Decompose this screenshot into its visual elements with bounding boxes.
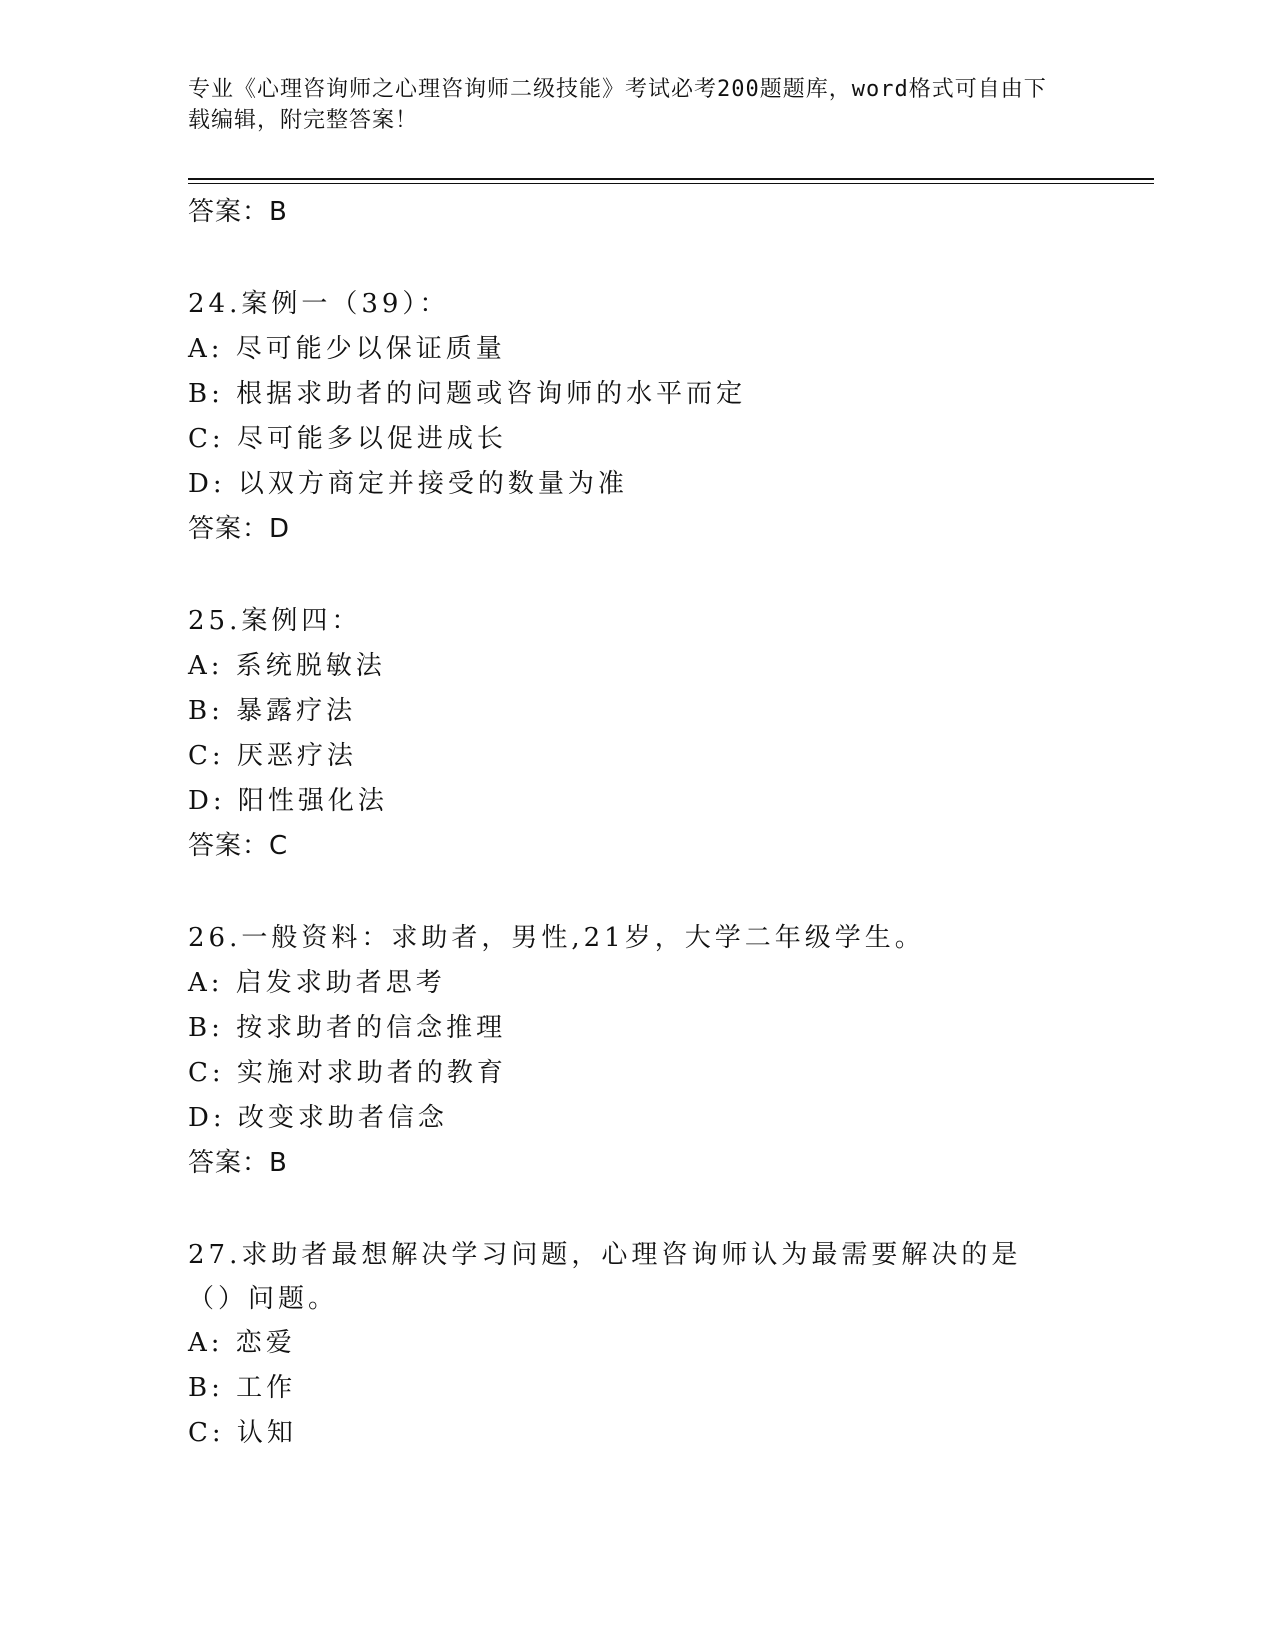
option-b: B: 根据求助者的问题或咨询师的水平而定 xyxy=(188,379,747,409)
option-c: C: 厌恶疗法 xyxy=(188,741,357,771)
question-25 xyxy=(188,599,1088,869)
option-d: D: 阳性强化法 xyxy=(188,786,388,816)
answer: 答案：D xyxy=(188,514,291,544)
question-stem: 24.案例一（39）： xyxy=(188,289,450,319)
question-27 xyxy=(188,1233,1088,1456)
question-content xyxy=(188,190,1088,1456)
answer: 答案：C xyxy=(188,831,289,861)
question-26 xyxy=(188,916,1088,1186)
answer: 答案：B xyxy=(188,1148,288,1178)
option-a: A: 恋爱 xyxy=(188,1328,296,1358)
option-a: A: 尽可能少以保证质量 xyxy=(188,334,506,364)
option-a: A: 启发求助者思考 xyxy=(188,968,446,998)
option-c: C: 实施对求助者的教育 xyxy=(188,1058,507,1088)
option-d: D: 改变求助者信念 xyxy=(188,1103,448,1133)
question-stem: 26.一般资料：求助者，男性,21岁，大学二年级学生。 xyxy=(188,923,925,953)
option-b: B: 按求助者的信念推理 xyxy=(188,1013,507,1043)
option-b: B: 工作 xyxy=(188,1373,297,1403)
question-stem: 25.案例四： xyxy=(188,606,362,636)
option-b: B: 暴露疗法 xyxy=(188,696,357,726)
header-rule-thin xyxy=(188,183,1154,184)
previous-answer: 答案：B xyxy=(188,197,288,227)
question-stem: 27.求助者最想解决学习问题，心理咨询师认为最需要解决的是（）问题。 xyxy=(188,1240,1022,1314)
question-24 xyxy=(188,282,1088,552)
option-d: D: 以双方商定并接受的数量为准 xyxy=(188,469,628,499)
option-c: C: 认知 xyxy=(188,1418,297,1448)
header-rule-thick xyxy=(188,178,1154,180)
option-a: A: 系统脱敏法 xyxy=(188,651,386,681)
document-header: 专业《心理咨询师之心理咨询师二级技能》考试必考200题题库，word格式可自由下载编辑，附完整答案！ xyxy=(188,77,1047,133)
option-c: C: 尽可能多以促进成长 xyxy=(188,424,507,454)
